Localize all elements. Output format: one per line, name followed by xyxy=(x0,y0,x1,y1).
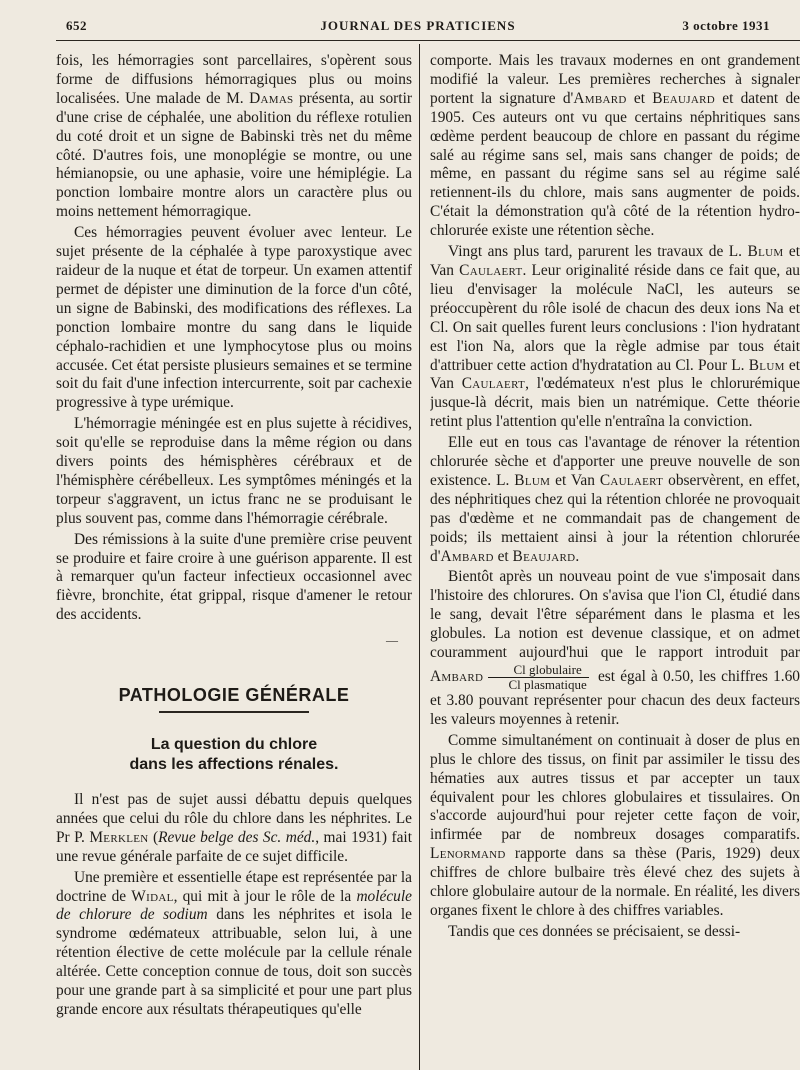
paragraph: Des rémissions à la suite d'une première crise peuvent se produire et faire croire à une guérison apparente. Il est à remarquer qu'un facteur infectieux occasionnel avec fièvre, bronchite, état grippal, risque d'amener le retour des accidents. xyxy=(56,530,412,624)
paragraph: Une première et essentielle étape est représentée par la doctrine de Widal, qui mit à jour le rôle de la molécule de chlorure de sodium dans les néphrites et isola le syndrome œdémateux attribuable, selon lui, à une rétention élective de cette molécule par la cellule rénale altérée. Cette conception connue de tous, doit son succès pour une grande part à sa simplicité et pour une part plus grande encore aux résultats thérapeutiques qu'elle xyxy=(56,868,413,1018)
article-title: La question du chlore dans les affections rénales. xyxy=(129,736,339,773)
journal-title: JOURNAL DES PRATICIENS xyxy=(320,18,516,33)
issue-date: 3 octobre 1931 xyxy=(682,18,770,33)
paragraph: Tandis que ces données se précisaient, se dessi- xyxy=(448,922,741,940)
divider-mark: — xyxy=(386,633,398,648)
paragraph: Comme simultanément on continuait à doser de plus en plus le chlore des tissus, on finit par assimiler le tissu des hématies aux autres tissus et par accepter un taux équivalent pour les chlores globulaires et tissulaires. On s'accorde aujourd'hui pour rejeter cette façon de voir, infirmée par de nombreux dosages comparatifs. Lenormand rapporte dans sa thèse (Paris, 1929) deux chiffres de chlore bulbaire très élevé chez des sujets à chlore globulaire autour de la normale. En réalité, les divers organes fixent le chlore à des chiffres variables. xyxy=(430,731,800,919)
column-divider xyxy=(419,44,420,1070)
paragraph: L'hémorragie méningée est en plus sujette à récidives, soit qu'elle se reproduise dans la même région ou dans divers points des hémisphères cérébraux et de l'hémisphère cérébelleux. Les symptômes méningés et la torpeur s'aggravent, un ictus franc ne se produisant le plus souvent pas, comme dans l'hémorragie cérébrale. xyxy=(56,415,412,527)
paragraph: Bientôt après un nouveau point de vue s'imposait dans l'histoire des chlorures. On s'avisa que l'ion Cl, étudié dans le sang, devait l'être séparément dans le plasma et les globules. La notion est devenue classique, et on admet couramment aujourd'hui que le rapport introduit par Ambard $\frac{\text{Cl globulaire}}{\text{Cl plasmatique}}$ est égal à 0.50, les chiffres 1.60 et 3.80 pouvant représenter pour chacun des deux facteurs les valeurs moyennes à retenir. xyxy=(430,568,800,728)
paragraph: fois, les hémorragies sont parcellaires, s'opèrent sous forme de diffusions hémorragiques plus ou moins localisées. Une malade de M. Damas présenta, au sortir d'une crise de céphalée, une abolition du réflexe rotulien du coté droit et un signe de Babinski très net du même côté. D'autres fois, une monoplégie se montre, ou une hémianopsie, ou une aphasie, voire une hémiplégie. La ponction lombaire montre alors un caractère plus ou moins nettement hémorragique. xyxy=(56,52,412,221)
right-column xyxy=(430,52,800,1070)
paragraph: Vingt ans plus tard, parurent les travaux de L. Blum et Van Caulaert. Leur originalité réside dans ce fait que, au lieu d'envisager la molécule NaCl, les auteurs se préoccupèrent du rôle isolé de chacun des deux ions Na et Cl. On sait quelles furent leurs conclusions : l'ion hydratant est l'ion Na, alors que la règle admise par tous était d'attribuer cette action d'hydratation au Cl. Pour L. Blum et Van Caulaert, l'œdémateux n'est plus le chlorurémique jusque-là décrit, mais bien un natrémique. Cette théorie retint plus l'attention qu'elle n'entraîna la conviction. xyxy=(430,243,800,431)
paragraph: Ces hémorragies peuvent évoluer avec lenteur. Le sujet présente de la céphalée à type paroxystique avec raideur de la nuque et état de torpeur. Un examen attentif permet de dépister une diminution de la force d'un côté, un signe de Babinski, des modifications des réflexes. La ponction lombaire montre du sang dans le liquide céphalo-rachidien et une lymphocytose plus ou moins accusée. Cet état persiste plusieurs semaines et se termine soit du fait d'une infection intercurrente, soit par cachexie progressive à type urémique. xyxy=(56,224,412,412)
left-column xyxy=(56,52,412,1022)
paragraph: Elle eut en tous cas l'avantage de rénover la rétention chlorurée sèche et d'apporter une preuve nouvelle de son existence. L. Blum et Van Caulaert observèrent, en effet, des néphritiques chez qui la rétention chlorée ne provoquait pas d'œdème et ne commandait pas de changement de poids; ils mettaient ainsi à jour la rétention chlorurée d'Ambard et Beaujard. xyxy=(430,434,800,565)
section-title: PATHOLOGIE GÉNÉRALE xyxy=(118,685,350,706)
section-rule xyxy=(159,711,309,713)
paragraph: comporte. Mais les travaux modernes en ont grandement modifié la valeur. Les premières recherches à signaler portent la signature d'Ambard et Beaujard et datent de 1905. Ces auteurs ont vu que certains néphritiques sans œdème perdent beaucoup de chlore en passant du régime salé au régime sans sel, mais sans changer de poids; de même, en passant du régime sans sel au régime salé retiennent-ils du chlore, mais sans augmenter de poids. C'était la démonstration qu'à côté de la rétention hydro-chlorurée existe une rétention sèche. xyxy=(430,52,800,240)
page-number: 652 xyxy=(66,18,87,33)
header-rule xyxy=(56,40,800,41)
chlore-ratio-fraction: $\frac{\text{Cl globulaire}}{\text{Cl plasmatique}}$ xyxy=(488,663,588,692)
page-header xyxy=(66,14,770,38)
paragraph: Il n'est pas de sujet aussi débattu depuis quelques années que celui du rôle du chlore dans les néphrites. Le Pr P. Merklen (Revue belge des Sc. méd., mai 1931) fait une revue générale parfaite de ce sujet difficile. xyxy=(56,791,412,865)
